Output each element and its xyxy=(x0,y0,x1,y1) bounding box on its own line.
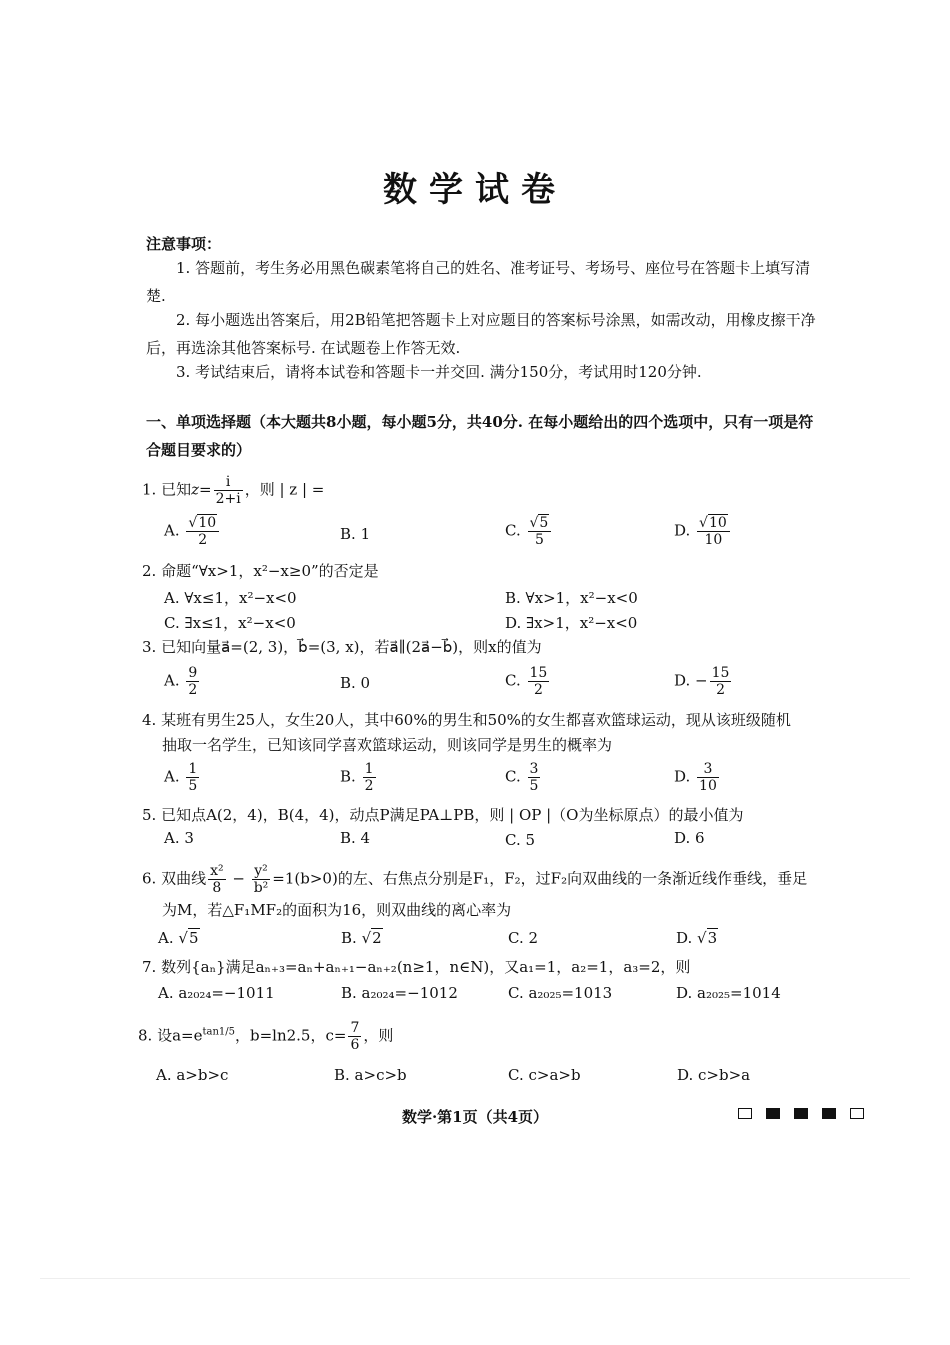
q2-option-c: C. ∃x≤1，x²−x<0 xyxy=(164,614,296,632)
page-title: 数学试卷 xyxy=(383,170,567,210)
q8-option-c: C. c>a>b xyxy=(508,1066,581,1084)
mark-empty-icon xyxy=(850,1108,864,1119)
question-6-line-2: 为M，若△F₁MF₂的面积为16，则双曲线的离心率为 xyxy=(162,901,512,919)
q2-option-a: A. ∀x≤1，x²−x<0 xyxy=(164,589,297,607)
q7-option-c: C. a₂₀₂₅=1013 xyxy=(508,984,613,1002)
q3-option-a: A. $\frac{9}{2}$ xyxy=(164,665,198,698)
question-8: 8. 设$a=e^{tan1/5}$，b=ln2.5，c= $\frac{7}{6}$ ，则 xyxy=(138,1020,394,1053)
mark-filled-icon xyxy=(766,1108,780,1119)
fraction: $\frac{i}{2+i}$ xyxy=(215,474,241,507)
q8-option-d: D. c>b>a xyxy=(677,1066,751,1084)
question-1: 1. 已知z= $\frac{i}{2+i}$ ，则 | z | = xyxy=(142,474,325,507)
page-marks xyxy=(738,1108,864,1122)
q8-option-b: B. a>c>b xyxy=(334,1066,407,1084)
q5-option-c: C. 5 xyxy=(505,831,536,849)
q1-option-b: B. 1 xyxy=(340,525,371,543)
q3-option-c: C. $\frac{15}{2}$ xyxy=(505,665,548,698)
q6-option-a: A. √5 xyxy=(158,929,199,947)
q7-option-b: B. a₂₀₂₄=−1012 xyxy=(341,984,458,1002)
q7-option-a: A. a₂₀₂₄=−1011 xyxy=(158,984,275,1002)
q3-option-d: D. − $\frac{15}{2}$ xyxy=(674,665,730,698)
question-7: 7. 数列{aₙ}满足aₙ₊₃=aₙ+aₙ₊₁−aₙ₊₂(n≥1，n∈N)，又a₁=1，a₂=1，a₃=2，则 xyxy=(142,958,691,976)
q1-option-c: C. $\frac{√5}{5}$ xyxy=(505,515,553,548)
q4-option-c: C. $\frac{3}{5}$ xyxy=(505,761,539,794)
mark-filled-icon xyxy=(794,1108,808,1119)
q4-option-d: D. $\frac{3}{10}$ xyxy=(674,761,717,794)
q5-option-b: B. 4 xyxy=(340,829,371,847)
q1-option-d: D. $\frac{√10}{10}$ xyxy=(674,515,732,548)
question-3: 3. 已知向量a⃗=(2, 3)，b⃗=(3, x)，若a⃗∥(2a⃗−b⃗)，则x的值为 xyxy=(142,638,542,656)
note-3: 3. 考试结束后，请将本试卷和答题卡一并交回. 满分150分，考试用时120分钟. xyxy=(176,363,702,381)
page-footer: 数学·第1页（共4页） xyxy=(401,1108,549,1126)
q4-option-a: A. $\frac{1}{5}$ xyxy=(164,761,198,794)
q6-option-b: B. √2 xyxy=(341,929,382,947)
q4-option-b: B. $\frac{1}{2}$ xyxy=(340,761,374,794)
q5-option-a: A. 3 xyxy=(164,829,194,847)
q3-option-b: B. 0 xyxy=(340,674,371,692)
q7-option-d: D. a₂₀₂₅=1014 xyxy=(676,984,781,1002)
notes-heading: 注意事项： xyxy=(146,235,222,253)
q8-option-a: A. a>b>c xyxy=(156,1066,229,1084)
q2-option-b: B. ∀x>1，x²−x<0 xyxy=(505,589,638,607)
note-1: 1. 答题前，考生务必用黑色碳素笔将自己的姓名、准考证号、考场号、座位号在答题卡上填写清楚. xyxy=(146,259,811,305)
question-4-line-1: 4. 某班有男生25人，女生20人，其中60%的男生和50%的女生都喜欢篮球运动，现从该班级随机 xyxy=(142,711,791,729)
section-title: 一、单项选择题（本大题共8小题，每小题5分，共40分. 在每小题给出的四个选项中，只有一项是符合题目要求的） xyxy=(146,413,814,459)
mark-empty-icon xyxy=(738,1108,752,1119)
mark-filled-icon xyxy=(822,1108,836,1119)
question-5: 5. 已知点A(2，4)，B(4，4)，动点P满足PA⊥PB，则 | OP |（O为坐标原点）的最小值为 xyxy=(142,806,744,824)
bottom-divider xyxy=(40,1278,910,1279)
q6-option-c: C. 2 xyxy=(508,929,539,947)
question-2: 2. 命题“∀x>1，x²−x≥0”的否定是 xyxy=(142,562,379,580)
question-6-line-1: 6. 双曲线 $\frac{\text{x²}}{8}$ − $\frac{\text{y²}}{\text{b²}}$ =1(b>0)的左、右焦点分别是F₁，F₂，过F₂向双曲线的一条渐近线作垂线，垂足 xyxy=(142,863,808,896)
q5-option-d: D. 6 xyxy=(674,829,705,847)
q2-option-d: D. ∃x>1，x²−x<0 xyxy=(505,614,638,632)
question-4-line-2: 抽取一名学生，已知该同学喜欢篮球运动，则该同学是男生的概率为 xyxy=(162,736,613,754)
q1-option-a: A. $\frac{√10}{2}$ xyxy=(164,515,221,548)
note-2: 2. 每小题选出答案后，用2B铅笔把答题卡上对应题目的答案标号涂黑，如需改动，用橡皮擦干净后，再选涂其他答案标号. 在试题卷上作答无效. xyxy=(146,311,816,357)
q6-option-d: D. √3 xyxy=(676,929,718,947)
